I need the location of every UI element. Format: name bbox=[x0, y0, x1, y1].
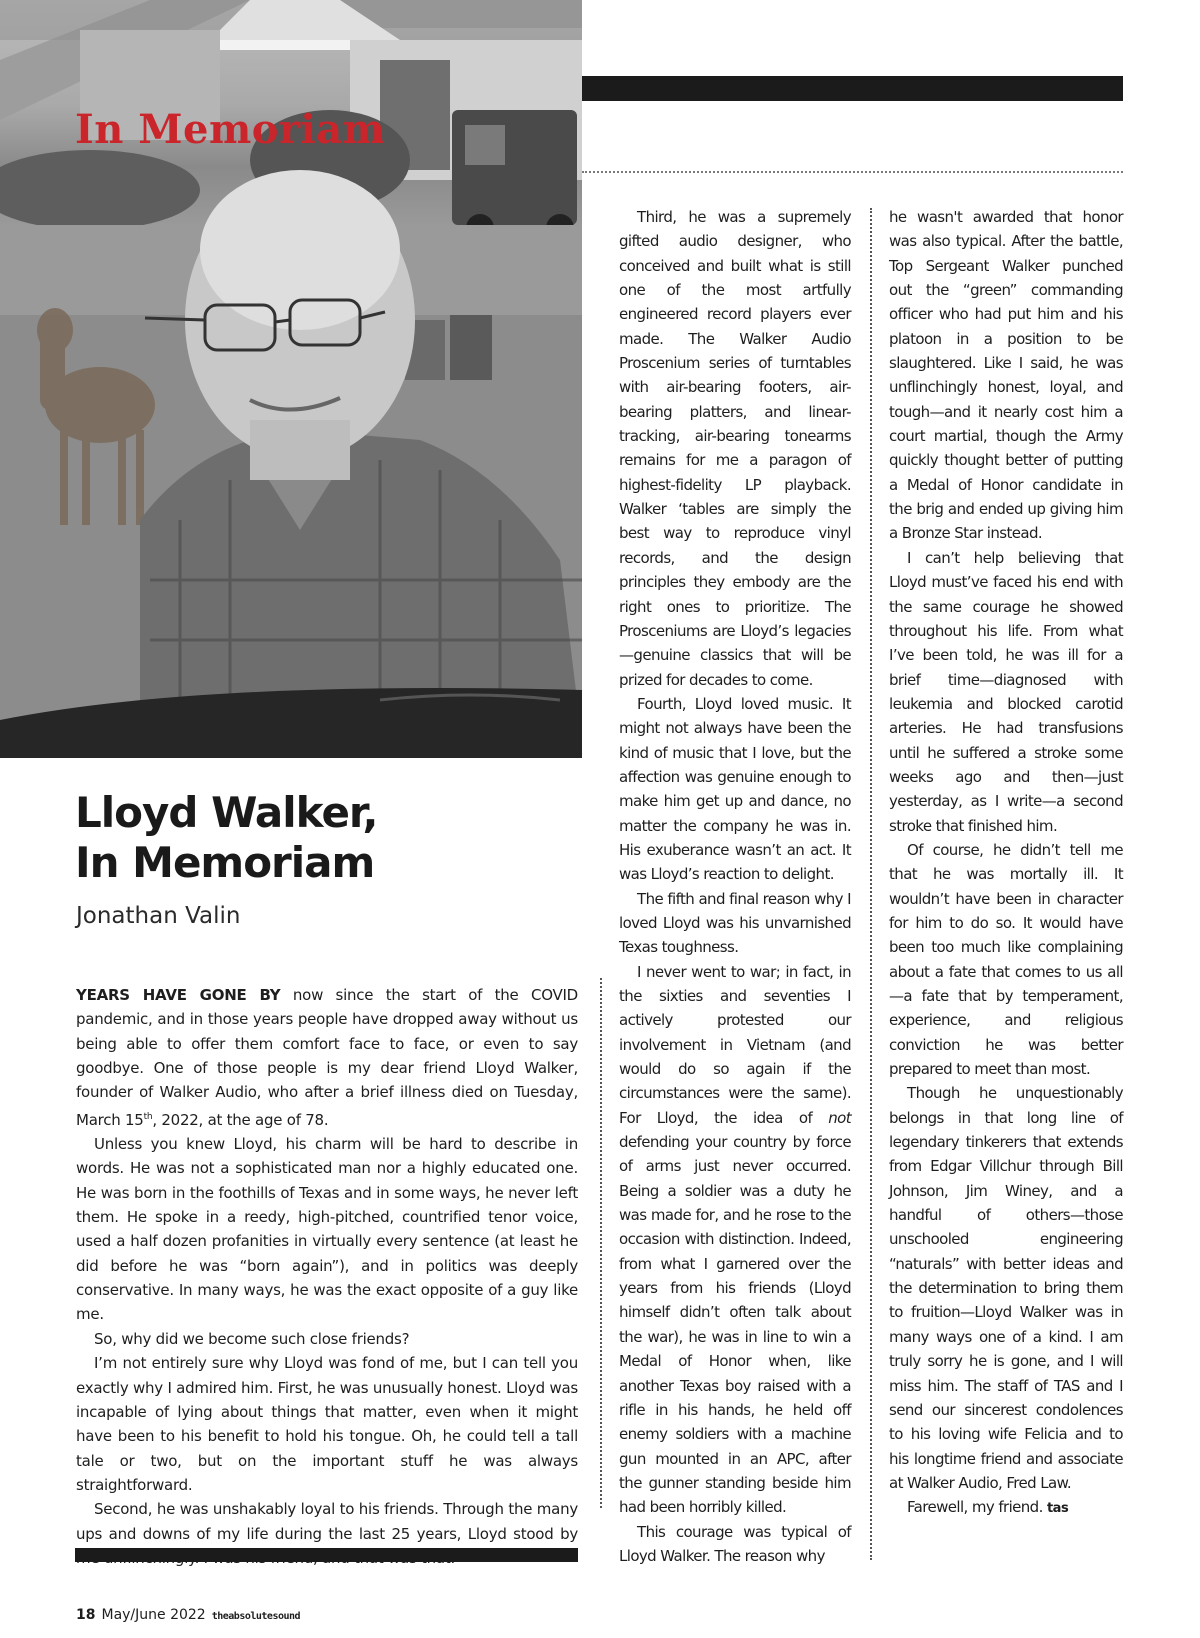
p1-text-a: now since the start of the COVID pandemic, and in those years people have dropped away without us being able to offer them comfort face to face, or even to say goodbye. One of those people is my dear friend Lloyd Walker, founder of Walker Audio, who after a brief illness died on Tuesday, March 15 bbox=[76, 986, 578, 1129]
bottom-bar bbox=[75, 1548, 578, 1562]
page-number: 18 bbox=[76, 1607, 96, 1623]
column-3 bbox=[889, 205, 1123, 1522]
paragraph-15 bbox=[889, 1495, 1123, 1521]
paragraph-3: So, why did we become such close friends? bbox=[94, 1329, 410, 1348]
lead-in: YEARS HAVE GONE BY bbox=[76, 986, 281, 1004]
paragraph-5: Second, he was unshakably loyal to his friends. Through the many ups and downs of my life during the last 25 years, Lloyd stood by bbox=[76, 1500, 578, 1543]
p9-emphasis: not bbox=[828, 1108, 851, 1127]
p1-superscript: th bbox=[143, 1111, 153, 1122]
p15-text: Farewell, my friend. bbox=[907, 1498, 1047, 1517]
p9-text-b: defending your country by force of arms just never occurred. Being a soldier was a duty he was made for, and he rose to the occasion with distinction. Indeed, from what I garnered over the years from his friends (Lloyd himself didn’t often talk about the war), he was in line to win a Medal of Honor when, like another Texas boy raised with a rifle in his hands, he held off enemy soldiers with a machine gun mounted in an APC, after the gunner standing beside him had been horribly killed. bbox=[619, 1133, 851, 1517]
paragraph-14: Though he unquestionably belongs in that long line of legendary tinkerers that extends from Edgar Villchur through Bill Johnson, Jim Winey, and a handful of others—those unschooled engineering “naturals” with better ideas and the determination to bring them to fruition—Lloyd Walker was in many ways one of a kind. I am truly sorry he is gone, and I will miss him. The staff of TAS and I send our sincerest condolences to his loving wife Felicia and to his longtime friend and associate at Walker Audio, Fred Law. bbox=[889, 1084, 1123, 1492]
paragraph-7: Fourth, Lloyd loved music. It might not always have been the kind of music that I love, but the affection was genuine enough to make him get up and dance, no matter the company he was in. His exuberance wasn’t an act. It was Lloyd’s reaction to delight. bbox=[619, 694, 851, 884]
paragraph-4: I’m not entirely sure why Lloyd was fond of me, but I can tell you exactly why I admired him. First, he was unusually honest. Lloyd was incapable of lying about things that matter, even when it might have been to his benefit to hold his tongue. Oh, he could tell a tall tale or two, but on the important stuff he was always straightforward. bbox=[76, 1354, 578, 1494]
magazine-name: theabsolutesound bbox=[211, 1611, 301, 1622]
article-title-line1: Lloyd Walker, bbox=[75, 788, 378, 837]
paragraph-12: I can’t help believing that Lloyd must’ve faced his end with the same courage he showed throughout his life. From what I’ve been told, he was ill for a brief time—diagnosed with leukemia and blocked carotid arteries. He had transfusions until he suffered a stroke some weeks ago and then—just yesterday, as I write—a second stroke that finished him. bbox=[889, 548, 1123, 835]
article-title bbox=[75, 788, 377, 888]
header-bar bbox=[582, 76, 1123, 101]
column-divider-2 bbox=[870, 208, 872, 1560]
header-dotted-rule bbox=[582, 171, 1123, 173]
paragraph-1 bbox=[76, 983, 578, 1132]
p9-text-a: I never went to war; in fact, in the sixties and seventies I actively protested our involvement in Vietnam (and would do so again if the circumstances were the same). For Lloyd, the idea of bbox=[619, 962, 851, 1127]
column-divider-1 bbox=[600, 978, 602, 1508]
paragraph-8: The fifth and final reason why I loved Lloyd was his unvarnished Texas toughness. bbox=[619, 889, 851, 957]
column-1 bbox=[76, 983, 578, 1570]
article-title-line2: In Memoriam bbox=[75, 838, 375, 887]
paragraph-9 bbox=[619, 960, 851, 1520]
paragraph-10: This courage was typical of Lloyd Walker. The reason why bbox=[619, 1522, 851, 1565]
page-footer bbox=[76, 1607, 300, 1623]
issue-date: May/June 2022 bbox=[101, 1607, 206, 1623]
end-mark: tas bbox=[1046, 1501, 1069, 1517]
section-label: In Memoriam bbox=[75, 106, 386, 153]
p1-text-b: , 2022, at the age of 78. bbox=[152, 1110, 329, 1129]
paragraph-2: Unless you knew Lloyd, his charm will be hard to describe in words. He was not a sophisticated man nor a highly educated one. He was born in the foothills of Texas and in some ways, he never left them. He spoke in a reedy, high-pitched, countrified tenor voice, used a half dozen profanities in virtually every sentence (at least he did before he was “born again”), and in politics was deeply conservative. In many ways, he was the exact opposite of a guy like me. bbox=[76, 1135, 578, 1324]
column-2 bbox=[619, 205, 851, 1568]
paragraph-6: Third, he was a supremely gifted audio designer, who conceived and built what is still one of the most artfully engineered record players ever made. The Walker Audio Proscenium series of turntables with air-bearing footers, air-bearing platters, and linear-tracking, air-bearing tonearms remains for me a paragon of highest-fidelity LP playback. Walker ‘tables are simply the best way to reproduce vinyl records, and the design principles they embody are the right ones to prioritize. The Prosceniums are Lloyd’s legacies—genuine classics that will be prized for decades to come. bbox=[619, 208, 851, 689]
paragraph-13: Of course, he didn’t tell me that he was mortally ill. It wouldn’t have been in character for him to do so. It would have been too much like complaining about a fate that comes to us all—a fate that by temperament, experience, and religious conviction he was better prepared to meet than most. bbox=[889, 840, 1123, 1079]
paragraph-11: he wasn't awarded that honor was also typical. After the battle, Top Sergeant Walker punched out the “green” commanding officer who had put him and his platoon in a position to be slaughtered. Like I said, he was unflinchingly honest, loyal, and tough—and it nearly cost him a court martial, though the Army quickly thought better of putting a Medal of Honor candidate in the brig and ended up giving him a Bronze Star instead. bbox=[889, 208, 1123, 543]
byline: Jonathan Valin bbox=[76, 903, 241, 929]
